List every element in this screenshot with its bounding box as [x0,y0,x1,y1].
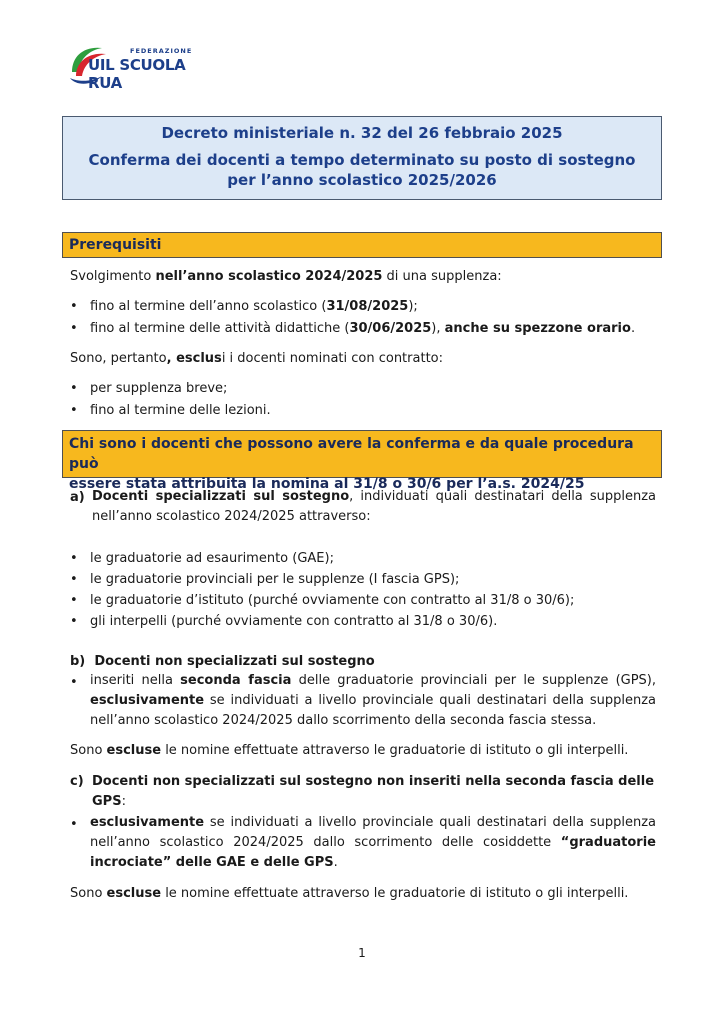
section-heading-line1: Chi sono i docenti che possono avere la conferma e da quale procedura può [69,436,634,472]
section-heading-line2: essere stata attribuita la nomina al 31/8 o 30/6 per l’a.s. 2024/25 [69,476,585,492]
bullet-icon: • [70,321,78,336]
bullet-icon: • [70,817,78,832]
bullet-icon: • [70,572,78,587]
page-number: 1 [358,946,366,960]
item-c-text: esclusivamente se individuati a livello provinciale quali destinatari della supplenza nell’anno scolastico 2024/2025 dallo scorrimento delle cosiddette “graduatorie incrociate” delle GAE e delle GPS. [90,815,656,870]
bullet-icon: • [70,381,78,396]
logo-name: UIL SCUOLA RUA [88,56,186,92]
logo-federazione: FEDERAZIONE [130,47,193,55]
bullet-icon: • [70,403,78,418]
item-c-heading-line1: Docenti non specializzati sul sostegno non inseriti nella seconda fascia delle [92,774,655,789]
item-b-heading: b) Docenti non specializzati sul sostegno [70,654,375,669]
title-subject-line1: Conferma dei docenti a tempo determinato su posto di sostegno [88,151,636,169]
title-subject-line2: per l’anno scolastico 2025/2026 [227,171,497,189]
bullet-icon: • [70,675,78,690]
section-heading-docenti [62,430,662,492]
item-a-text: Docenti specializzati sul sostegno, individuati quali destinatari della supplenza nell’anno scolastico 2024/2025 attraverso: [92,489,656,524]
item-c-label: c) [70,774,84,789]
title-decree: Decreto ministeriale n. 32 del 26 febbraio 2025 [161,124,563,142]
prereq-exclusions: Sono, pertanto, esclusi i docenti nominati con contratto: [70,351,443,366]
item-c-heading-line2: GPS: [92,794,126,809]
title-subject [63,150,661,190]
bullet-icon: • [70,593,78,608]
prereq-intro: Svolgimento nell’anno scolastico 2024/2025 di una supplenza: [70,269,502,284]
item-a-label: a) [70,490,85,505]
item-b-note: Sono escluse le nomine effettuate attraverso le graduatorie di istituto o gli interpelli. [70,743,629,758]
bullet-icon: • [70,614,78,629]
item-b-text: inseriti nella seconda fascia delle graduatorie provinciali per le supplenze (GPS), esclusivamente se individuati a livello provinciale quali destinatari della supplenza nell’anno scolastico 2024/2025 dallo scorrimento della seconda fascia stessa. [90,673,657,728]
item-c-note: Sono escluse le nomine effettuate attraverso le graduatorie di istituto o gli interpelli. [70,886,629,901]
bullet-icon: • [70,299,78,314]
uil-logo [64,38,204,92]
document-title-box [62,116,662,200]
section-heading-prerequisiti: Prerequisiti [62,232,662,258]
bullet-icon: • [70,551,78,566]
